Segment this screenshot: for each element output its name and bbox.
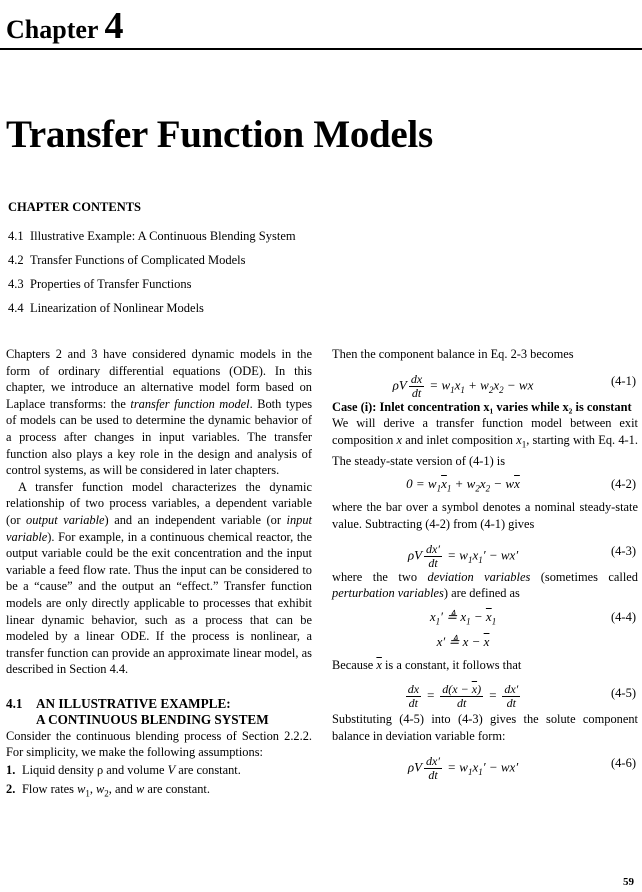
deviation-paragraph: where the two deviation variables (sometimes called perturbation variables) are defined as [332,569,638,601]
bar-definition-paragraph: where the bar over a symbol denotes a nominal steady-state value. Subtracting (4-2) from (4-1) gives [332,500,638,532]
equation-number: (4-2) [611,477,636,492]
constant-paragraph: Because $\overline{x}$ is a constant, it follows that [332,657,522,672]
contents-item[interactable]: 4.2 Transfer Functions of Complicated Models [8,253,246,267]
equation-number: (4-6) [611,755,636,770]
equation-4-2: $0 = w_1\overline{x}_1 + w_2x_2 - w\overline{x}$ (4-2) [406,476,636,495]
right-column [332,346,638,781]
equation-4-5: $\frac{dx}{dt}$ = $\frac{d(x - \overline{x})}{dt}$ = $\frac{dx'}{dt}$ (4-5) [407,682,636,711]
contents-item[interactable]: 4.3 Properties of Transfer Functions [8,277,192,291]
equation-4-1: ρV $\frac{dx}{dt}$ = $w_1x_1 + w_2x_2$ − wx (4-1) [392,371,636,400]
list-item: 1. Liquid density ρ and volume V are constant. [6,763,241,778]
definition-paragraph: A transfer function model characterizes the dynamic relationship of two process variables, a dependent variable (or output variable) and an independent variable (or input variable). For example, in a continuous chemical reactor, the output variable could be the exit concentration and the input variable a feed flow rate. Thus the input can be considered to be a “cause” and the output an “effect.” Transfer function models are only directly applicable to processes that exhibit linear dynamic behavior, such as a process that can be modeled by a linear ODE. If the process is nonlinear, a transfer function can provide an approximate linear model, as described in Section 4.4. [6,479,313,677]
derivation-paragraph: We will derive a transfer function model between exit composition x and inlet composition $x_1$, starting with Eq. 4-1. The steady-state version of (4-1) is [332,416,638,468]
equation-4-4: $x_1'$ ≜ $x_1 - \overline{x}_1$ (4-4) [429,608,636,627]
blending-paragraph: Consider the continuous blending process of Section 2.2.2. For simplicity, we make the following assumptions: [6,728,312,760]
intro-paragraph: Chapters 2 and 3 have considered dynamic models in the form of ordinary differential equations (ODE). In this chapter, we introduce an alternative model form based on Laplace transforms: the transfer function model. Both types of models can be used to determine the dynamic behavior of a process after changes in input variables. The transfer function also plays a key role in the design and analysis of control systems, as will be considered in later chapters. [6,347,313,478]
component-balance-text: Then the component balance in Eq. 2-3 becomes [332,347,574,361]
contents-item[interactable]: 4.4 Linearization of Nonlinear Models [8,301,204,315]
equation-4-3: ρV $\frac{dx'}{dt}$ = $w_1x_1' - wx'$ (4-3) [407,541,636,570]
chapter-number: 4 [104,5,124,47]
contents-heading: CHAPTER CONTENTS [8,200,142,214]
assumption-list [6,761,312,803]
equation-4-4b: x′ ≜ $x - \overline{x}$ [436,633,490,649]
page-number: 59 [623,876,634,888]
chapter-title: Transfer Function Models [6,113,433,156]
contents-item[interactable]: 4.1 Illustrative Example: A Continuous Blending System [8,229,296,243]
substitution-paragraph: Substituting (4-5) into (4-3) gives the solute component balance in deviation variable form: [332,712,638,743]
chapter-word: Chapter [6,15,98,44]
contents-list [8,224,296,320]
case-heading: Case (i): Inlet concentration x₁ varies while x₂ is constant [332,399,632,414]
left-column [6,346,312,804]
equation-number: (4-4) [611,609,636,624]
list-item: 2. Flow rates $w_1$, $w_2$, and w are constant. [6,782,210,799]
equation-number: (4-5) [611,686,636,701]
equation-number: (4-1) [611,373,636,388]
chapter-rule [0,48,642,50]
equation-number: (4-3) [611,543,636,558]
equation-4-6: ρV $\frac{dx'}{dt}$ = $w_1x_1' - wx'$ (4-6) [407,753,636,782]
section-heading-4-1: 4.1 AN ILLUSTRATIVE EXAMPLE: A CONTINUOUS BLENDING SYSTEM [6,695,269,727]
chapter-label [6,4,123,48]
